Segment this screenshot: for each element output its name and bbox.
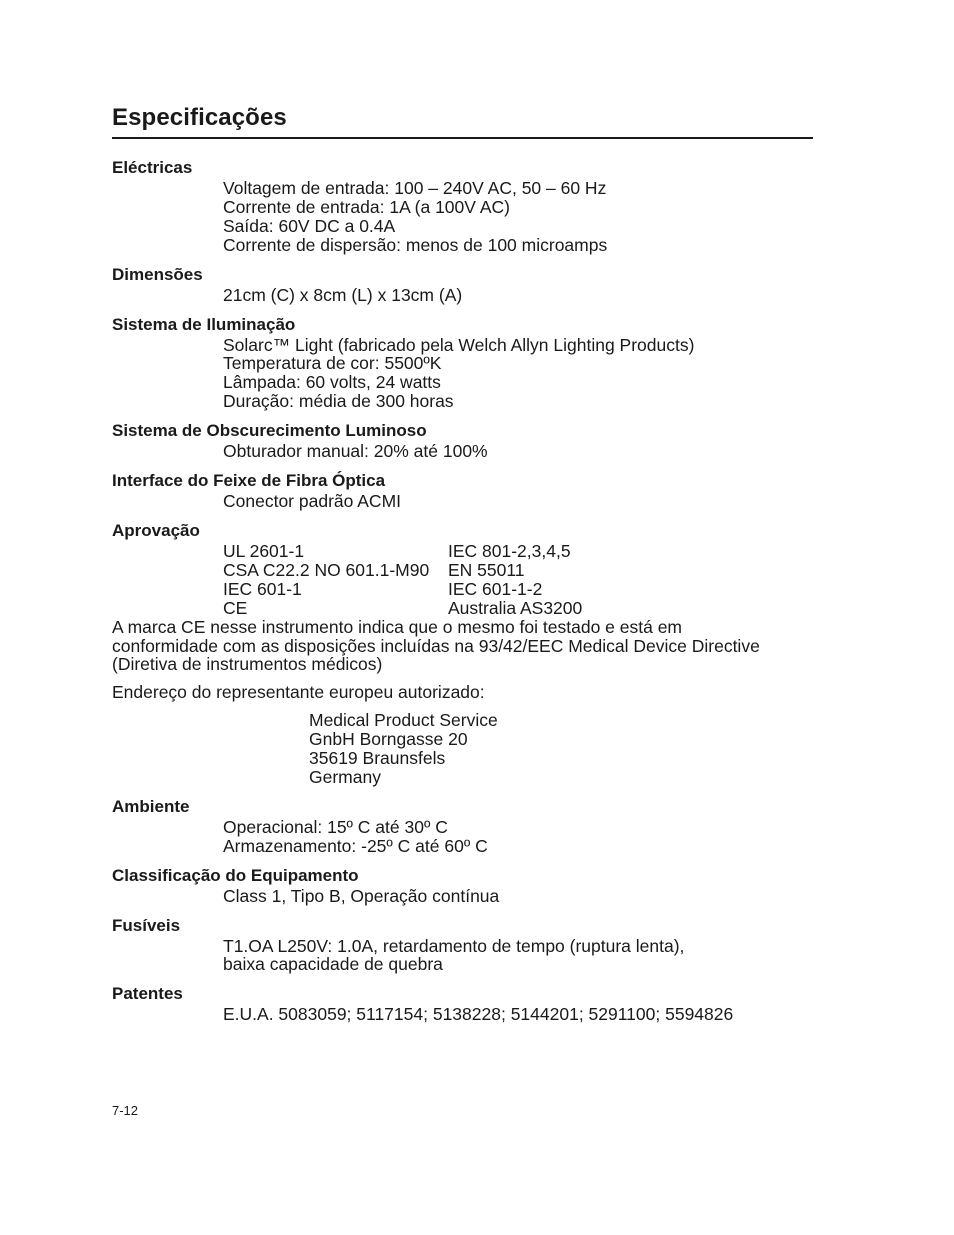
standard-item: UL 2601-1 xyxy=(223,540,305,561)
section-body xyxy=(112,887,812,906)
standard-item: EN 55011 xyxy=(448,559,525,580)
section-heading: Aprovação xyxy=(112,520,200,540)
spec-line: Solarc™ Light (fabricado pela Welch Allyn Lighting Products) xyxy=(223,334,695,355)
spec-line: Armazenamento: -25º C até 60º C xyxy=(223,835,488,856)
section-patents xyxy=(112,983,812,1024)
spec-line: Class 1, Tipo B, Operação contínua xyxy=(223,885,500,906)
spec-line: Operacional: 15º C até 30º C xyxy=(223,816,448,837)
paragraph-line: (Diretiva de instrumentos médicos) xyxy=(112,654,383,675)
spec-line: Voltagem de entrada: 100 – 240V AC, 50 – 60 Hz xyxy=(223,178,607,198)
spec-line: Lâmpada: 60 volts, 24 watts xyxy=(223,372,441,393)
section-fuses xyxy=(112,915,812,975)
section-body xyxy=(112,492,812,511)
section-body xyxy=(112,937,812,975)
section-environment xyxy=(112,796,812,856)
address-line: Germany xyxy=(309,766,381,787)
section-heading: Ambiente xyxy=(112,796,190,816)
section-heading: Dimensões xyxy=(112,264,203,284)
section-fiber xyxy=(112,470,812,511)
representative-label: Endereço do representante europeu autorizado: xyxy=(112,682,485,703)
section-body xyxy=(112,818,812,856)
section-body xyxy=(112,286,812,305)
spec-line: Conector padrão ACMI xyxy=(223,491,402,512)
address-line: GnbH Borngasse 20 xyxy=(309,729,468,750)
page-number: 7-12 xyxy=(112,1103,139,1118)
title-rule xyxy=(112,137,813,139)
section-dimming xyxy=(112,420,812,461)
spec-line: Duração: média de 300 horas xyxy=(223,391,454,412)
section-heading: Sistema de Iluminação xyxy=(112,314,296,334)
section-body xyxy=(112,336,812,412)
spec-line: E.U.A. 5083059; 5117154; 5138228; 5144201; 5291100; 5594826 xyxy=(223,1004,734,1025)
spec-line: Saída: 60V DC a 0.4A xyxy=(223,215,396,236)
section-body xyxy=(112,1005,812,1024)
standard-item: IEC 801-2,3,4,5 xyxy=(448,540,571,561)
representative-address xyxy=(112,711,812,787)
spec-line: Obturador manual: 20% até 100% xyxy=(223,441,488,462)
spec-line: T1.OA L250V: 1.0A, retardamento de tempo (ruptura lenta), xyxy=(223,935,685,956)
spec-line: 21cm (C) x 8cm (L) x 13cm (A) xyxy=(223,284,463,305)
section-lighting xyxy=(112,314,812,412)
spec-line: Temperatura de cor: 5500ºK xyxy=(223,353,442,374)
section-heading: Eléctricas xyxy=(112,158,193,177)
section-heading: Fusíveis xyxy=(112,915,181,935)
approval-standards-grid xyxy=(112,542,812,618)
section-heading: Classificação do Equipamento xyxy=(112,865,359,885)
spec-line: Corrente de dispersão: menos de 100 microamps xyxy=(223,234,608,255)
standard-item: IEC 601-1-2 xyxy=(448,578,543,599)
spec-line: baixa capacidade de quebra xyxy=(223,954,443,975)
section-body xyxy=(112,442,812,461)
paragraph-line: conformidade com as disposições incluídas na 93/42/EEC Medical Device Directive xyxy=(112,635,760,656)
section-heading: Interface do Feixe de Fibra Óptica xyxy=(112,471,386,491)
standard-item: CE xyxy=(223,597,248,618)
page-title: Especificações xyxy=(112,104,287,131)
section-heading: Sistema de Obscurecimento Luminoso xyxy=(112,421,427,441)
section-electrical xyxy=(112,157,812,255)
section-approval xyxy=(112,520,812,787)
standard-item: Australia AS3200 xyxy=(448,597,583,618)
section-dimensions xyxy=(112,264,812,305)
address-line: 35619 Braunsfels xyxy=(309,748,446,769)
ce-paragraph xyxy=(112,618,812,675)
section-body xyxy=(112,179,812,255)
spec-line: Corrente de entrada: 1A (a 100V AC) xyxy=(223,196,510,217)
paragraph-line: A marca CE nesse instrumento indica que o mesmo foi testado e está em xyxy=(112,616,683,637)
spec-content xyxy=(112,157,812,1033)
standard-item: CSA C22.2 NO 601.1-M90 xyxy=(223,559,430,580)
address-line: Medical Product Service xyxy=(309,710,498,731)
section-heading: Patentes xyxy=(112,984,183,1004)
section-classification xyxy=(112,865,812,906)
standard-item: IEC 601-1 xyxy=(223,578,302,599)
